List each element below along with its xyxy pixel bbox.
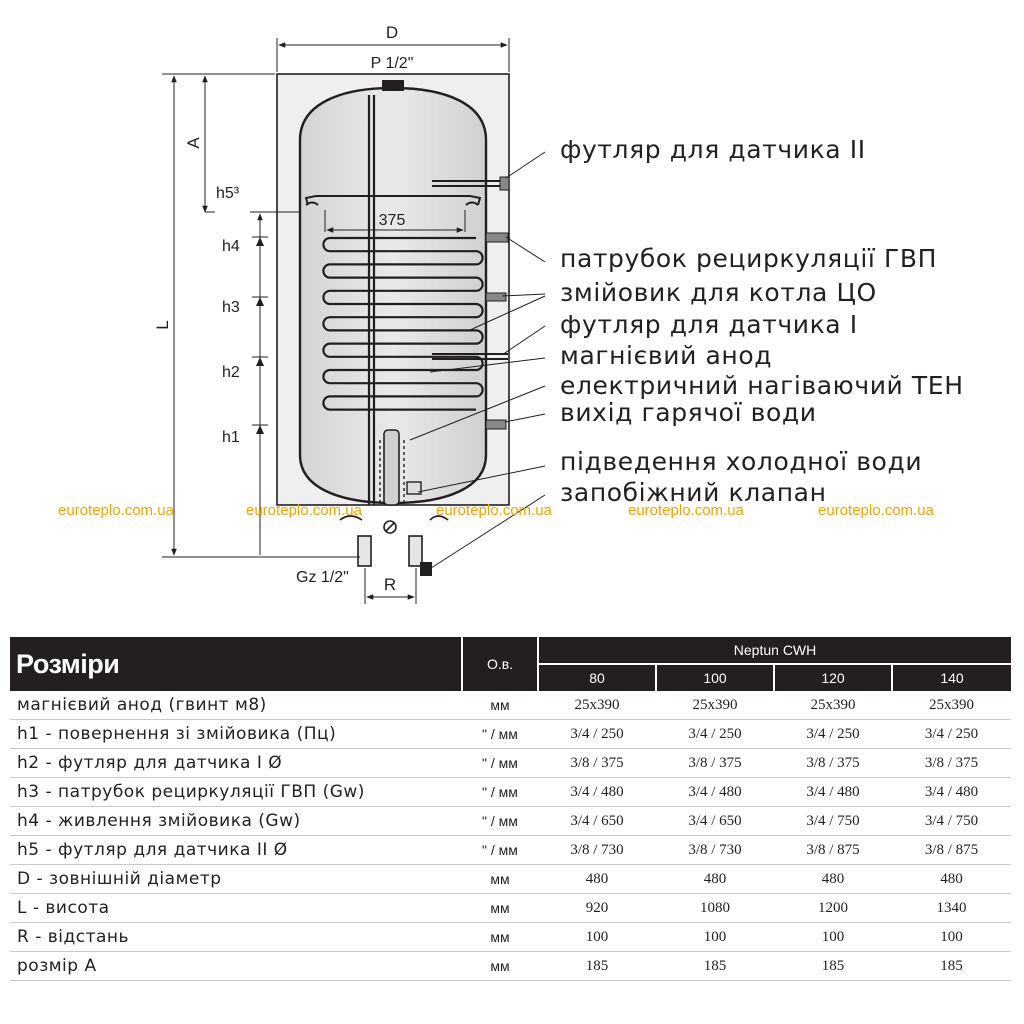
row-value: 185 <box>774 952 892 981</box>
table-row <box>10 778 1011 807</box>
top-outlet <box>382 80 404 91</box>
row-name: h2 - футляр для датчика І Ø <box>10 749 462 778</box>
row-value: 3/4 / 650 <box>538 807 656 836</box>
row-unit: мм <box>462 865 538 894</box>
row-name: h4 - живлення змійовика (Gw) <box>10 807 462 836</box>
volume-header: 120 <box>774 664 892 691</box>
dim-h1: h1 <box>222 429 240 446</box>
row-unit: " / мм <box>462 749 538 778</box>
label-sensor-sleeve-2: футляр для датчика II <box>560 135 866 164</box>
row-unit: мм <box>462 894 538 923</box>
label-safety-valve: запобіжний клапан <box>560 478 827 507</box>
row-value: 1340 <box>892 894 1011 923</box>
table-row <box>10 923 1011 952</box>
outlet-pipe-bottom <box>409 536 422 566</box>
row-unit: " / мм <box>462 836 538 865</box>
volume-header: 80 <box>538 664 656 691</box>
row-unit: " / мм <box>462 778 538 807</box>
dim-h5: h5³ <box>216 185 240 202</box>
table-title: Розміри <box>10 637 462 691</box>
watermark: euroteplo.com.ua <box>58 502 174 519</box>
model-header: Neptun CWH <box>538 637 1011 664</box>
cold-inlet-pipe <box>358 536 371 566</box>
coil-return <box>486 420 506 429</box>
row-value: 3/4 / 480 <box>774 778 892 807</box>
row-name: h3 - патрубок рециркуляції ГВП (Gw) <box>10 778 462 807</box>
dimensions-table <box>10 637 1011 981</box>
row-name: h1 - повернення зі змійовика (Пц) <box>10 720 462 749</box>
row-value: 3/8 / 730 <box>656 836 774 865</box>
label-hot-water: вихід гарячої води <box>560 398 817 427</box>
label-anode: магнієвий анод <box>560 341 773 370</box>
row-value: 3/8 / 375 <box>538 749 656 778</box>
recirculation-port <box>486 293 506 301</box>
row-value: 3/4 / 250 <box>774 720 892 749</box>
watermark: euroteplo.com.ua <box>628 502 744 519</box>
table-row <box>10 865 1011 894</box>
dim-P: P 1/2" <box>370 55 414 72</box>
row-value: 3/8 / 730 <box>538 836 656 865</box>
row-value: 25x390 <box>892 691 1011 720</box>
row-value: 1200 <box>774 894 892 923</box>
label-sensor-sleeve-1: футляр для датчика І <box>560 310 858 339</box>
volume-header: 100 <box>656 664 774 691</box>
table-row <box>10 691 1011 720</box>
row-value: 3/4 / 250 <box>538 720 656 749</box>
row-unit: мм <box>462 691 538 720</box>
unit-header: О.в. <box>462 637 538 691</box>
row-value: 480 <box>892 865 1011 894</box>
row-value: 100 <box>892 923 1011 952</box>
row-value: 100 <box>774 923 892 952</box>
dim-L: L <box>153 320 172 330</box>
row-value: 3/8 / 375 <box>774 749 892 778</box>
row-value: 920 <box>538 894 656 923</box>
row-value: 3/4 / 750 <box>774 807 892 836</box>
row-value: 100 <box>656 923 774 952</box>
table-row <box>10 749 1011 778</box>
watermark: euroteplo.com.ua <box>246 502 362 519</box>
row-unit: " / мм <box>462 720 538 749</box>
dim-375: 375 <box>378 212 406 229</box>
dim-h4: h4 <box>222 238 240 255</box>
row-value: 3/4 / 250 <box>656 720 774 749</box>
row-value: 3/8 / 875 <box>892 836 1011 865</box>
row-value: 3/4 / 250 <box>892 720 1011 749</box>
row-value: 25x390 <box>774 691 892 720</box>
row-unit: " / мм <box>462 807 538 836</box>
row-value: 1080 <box>656 894 774 923</box>
label-recirculation: патрубок рециркуляції ГВП <box>560 244 937 273</box>
row-value: 3/4 / 480 <box>538 778 656 807</box>
row-value: 480 <box>656 865 774 894</box>
row-value: 185 <box>538 952 656 981</box>
table-row <box>10 836 1011 865</box>
table-row <box>10 720 1011 749</box>
volume-header: 140 <box>892 664 1011 691</box>
table-row <box>10 894 1011 923</box>
dim-h3: h3 <box>222 299 240 316</box>
row-value: 185 <box>656 952 774 981</box>
row-value: 100 <box>538 923 656 952</box>
row-value: 25x390 <box>538 691 656 720</box>
row-value: 185 <box>892 952 1011 981</box>
label-heater: електричний нагіваючий ТЕН <box>560 371 964 400</box>
row-value: 3/8 / 875 <box>774 836 892 865</box>
row-name: h5 - футляр для датчика ІІ Ø <box>10 836 462 865</box>
row-name: D - зовнішній діаметр <box>10 865 462 894</box>
label-coil: змійовик для котла ЦО <box>560 278 877 307</box>
watermark: euroteplo.com.ua <box>436 502 552 519</box>
row-value: 480 <box>538 865 656 894</box>
dim-h2: h2 <box>222 364 240 381</box>
dim-Gz: Gz 1/2" <box>296 569 349 586</box>
row-name: L - висота <box>10 894 462 923</box>
coil-inlet <box>486 233 508 242</box>
dim-A: A <box>184 137 203 149</box>
row-value: 3/4 / 480 <box>656 778 774 807</box>
row-value: 3/8 / 375 <box>892 749 1011 778</box>
table-row <box>10 952 1011 981</box>
row-value: 3/8 / 375 <box>656 749 774 778</box>
row-name: розмір А <box>10 952 462 981</box>
row-unit: мм <box>462 952 538 981</box>
row-name: магнієвий анод (гвинт м8) <box>10 691 462 720</box>
dim-R: R <box>383 575 397 594</box>
row-name: R - відстань <box>10 923 462 952</box>
row-value: 25x390 <box>656 691 774 720</box>
table-body <box>10 691 1011 981</box>
watermark: euroteplo.com.ua <box>818 502 934 519</box>
dim-D: D <box>385 23 399 42</box>
electric-heater <box>384 430 399 505</box>
row-unit: мм <box>462 923 538 952</box>
row-value: 3/4 / 480 <box>892 778 1011 807</box>
table-row <box>10 807 1011 836</box>
row-value: 480 <box>774 865 892 894</box>
row-value: 3/4 / 750 <box>892 807 1011 836</box>
row-value: 3/4 / 650 <box>656 807 774 836</box>
label-cold-water: підведення холодної води <box>560 447 923 476</box>
